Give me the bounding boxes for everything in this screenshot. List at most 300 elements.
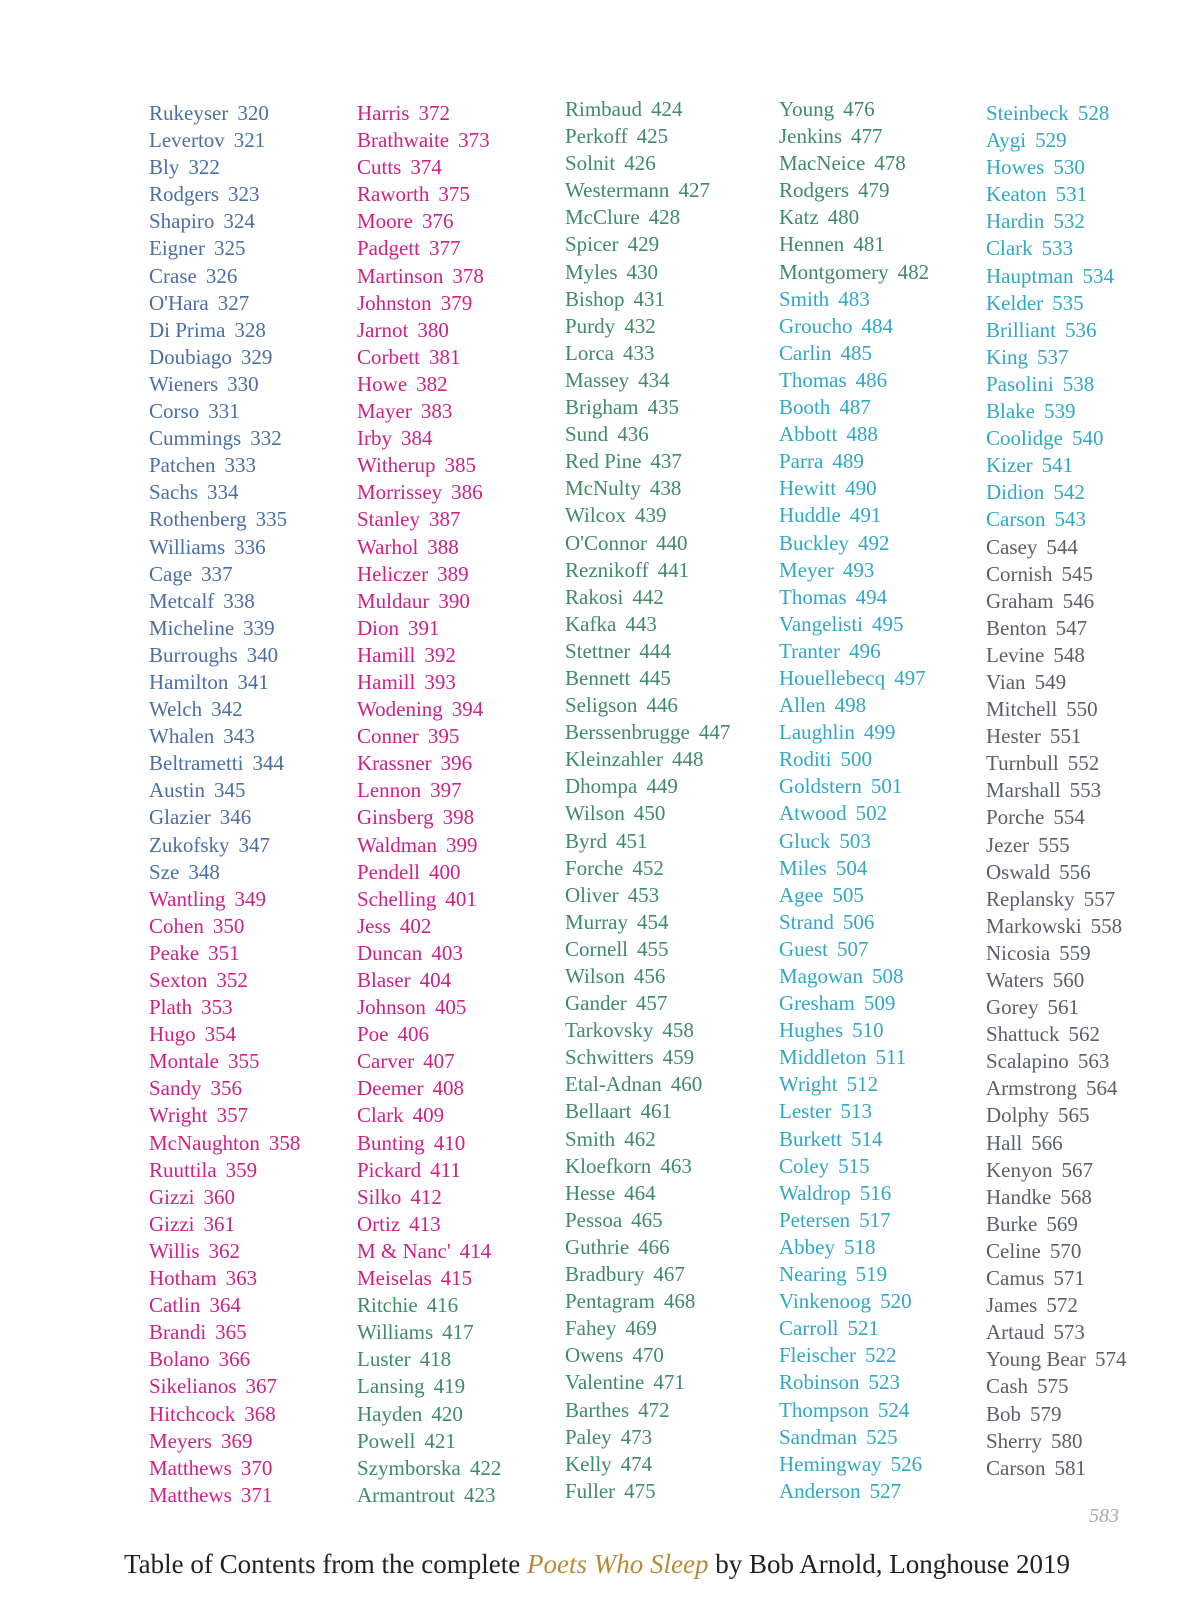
entry-page-number: 554 (1053, 805, 1085, 830)
toc-entry (357, 1238, 501, 1265)
entry-page-number: 462 (624, 1126, 656, 1151)
toc-entry (149, 723, 300, 750)
toc-entry (149, 669, 300, 696)
entry-name: Armantrout (357, 1482, 455, 1507)
entry-page-number: 475 (624, 1478, 656, 1503)
entry-name: Whalen (149, 724, 215, 749)
entry-name: Morrissey (357, 480, 443, 505)
toc-entry (565, 1451, 730, 1478)
entry-page-number: 395 (427, 724, 460, 749)
entry-name: Owens (565, 1343, 624, 1368)
entry-name: Peake (149, 940, 200, 965)
entry-name: Houellebecq (779, 665, 886, 690)
toc-entry (779, 177, 929, 204)
entry-page-number: 375 (438, 182, 470, 207)
entry-page-number: 351 (208, 940, 240, 965)
entry-name: Brandi (149, 1320, 207, 1345)
entry-page-number: 505 (832, 882, 864, 907)
toc-entry (357, 723, 501, 750)
entry-name: Kelder (986, 290, 1044, 315)
toc-entry (149, 290, 300, 317)
entry-name: Sikelianos (149, 1374, 237, 1399)
entry-page-number: 338 (223, 588, 255, 613)
entry-page-number: 402 (399, 913, 432, 938)
entry-name: Middleton (779, 1045, 867, 1070)
entry-name: Hardin (986, 209, 1045, 234)
toc-column-5 (986, 100, 1126, 1482)
entry-page-number: 341 (237, 669, 269, 694)
entry-page-number: 459 (662, 1045, 695, 1070)
entry-page-number: 377 (429, 236, 461, 261)
entry-page-number: 424 (651, 97, 683, 121)
entry-page-number: 423 (463, 1482, 496, 1507)
entry-name: Cohen (149, 913, 204, 938)
entry-page-number: 384 (401, 426, 433, 451)
entry-page-number: 532 (1053, 209, 1085, 234)
entry-name: Parra (779, 449, 824, 474)
entry-page-number: 446 (646, 693, 678, 718)
entry-name: Pentagram (565, 1289, 655, 1314)
entry-name: Cornell (565, 936, 628, 961)
entry-name: Vian (986, 669, 1026, 694)
entry-name: Spicer (565, 232, 619, 257)
entry-page-number: 507 (837, 936, 869, 961)
toc-entry (779, 421, 929, 448)
toc-entry (986, 1401, 1126, 1428)
toc-entry (779, 259, 929, 286)
entry-page-number: 344 (252, 751, 284, 776)
entry-page-number: 398 (442, 805, 475, 830)
toc-entry (986, 886, 1126, 913)
toc-entry (149, 1346, 300, 1373)
entry-page-number: 470 (632, 1343, 664, 1368)
entry-page-number: 514 (851, 1126, 883, 1151)
entry-page-number: 432 (624, 313, 656, 338)
entry-page-number: 482 (897, 259, 930, 284)
toc-entry (779, 584, 929, 611)
toc-entry (565, 448, 730, 475)
toc-entry (779, 1044, 929, 1071)
toc-entry (986, 1157, 1126, 1184)
toc-entry (357, 425, 501, 452)
entry-name: Deemer (357, 1076, 424, 1101)
toc-entry (565, 123, 730, 150)
entry-page-number: 560 (1052, 968, 1085, 992)
toc-entry (357, 777, 501, 804)
toc-entry (986, 1265, 1126, 1292)
entry-page-number: 464 (624, 1180, 656, 1205)
entry-name: Benton (986, 615, 1047, 640)
entry-name: Lennon (357, 778, 422, 803)
entry-page-number: 409 (412, 1103, 445, 1128)
entry-name: Wilson (565, 964, 625, 988)
entry-name: Ortiz (357, 1211, 401, 1236)
entry-name: Silko (357, 1184, 402, 1209)
entry-page-number: 512 (846, 1072, 879, 1097)
entry-name: Corso (149, 399, 200, 424)
toc-entry (149, 940, 300, 967)
entry-name: Rakosi (565, 584, 624, 609)
entry-page-number: 443 (625, 611, 657, 636)
entry-name: Hamilton (149, 669, 229, 694)
entry-name: Smith (565, 1126, 616, 1151)
toc-entry (779, 665, 929, 692)
entry-name: Sund (565, 422, 609, 447)
toc-entry (779, 1180, 929, 1207)
toc-entry (986, 344, 1126, 371)
entry-page-number: 519 (855, 1262, 888, 1287)
entry-page-number: 456 (633, 964, 666, 988)
entry-page-number: 327 (217, 290, 250, 315)
entry-page-number: 355 (227, 1049, 260, 1074)
entry-page-number: 465 (631, 1207, 663, 1232)
entry-page-number: 323 (228, 182, 260, 207)
entry-name: Marshall (986, 778, 1061, 803)
entry-name: Kleinzahler (565, 747, 663, 772)
toc-entry (986, 425, 1126, 452)
entry-name: Johnson (357, 995, 426, 1020)
toc-entry (357, 1346, 501, 1373)
entry-name: Reznikoff (565, 557, 649, 582)
entry-name: Mayer (357, 399, 412, 424)
toc-entry (986, 723, 1126, 750)
toc-entry (986, 1292, 1126, 1319)
entry-name: Pessoa (565, 1207, 623, 1232)
entry-page-number: 410 (433, 1130, 466, 1155)
toc-entry (565, 1397, 730, 1424)
entry-name: James (986, 1293, 1038, 1318)
entry-name: Miles (779, 855, 827, 880)
entry-name: Thompson (779, 1397, 869, 1422)
toc-entry (149, 1428, 300, 1455)
entry-page-number: 548 (1053, 642, 1085, 667)
entry-page-number: 496 (849, 638, 881, 663)
entry-page-number: 485 (840, 340, 872, 365)
entry-name: Gander (565, 991, 627, 1016)
entry-page-number: 343 (223, 724, 255, 749)
entry-name: Anderson (779, 1478, 861, 1503)
toc-entry (565, 1071, 730, 1098)
entry-name: Rothenberg (149, 507, 247, 532)
toc-entry (357, 1319, 501, 1346)
toc-entry (149, 1102, 300, 1129)
toc-entry (779, 340, 929, 367)
entry-page-number: 376 (422, 209, 454, 234)
entry-name: Martinson (357, 263, 444, 288)
entry-name: Young (779, 97, 835, 121)
entry-name: Lansing (357, 1374, 425, 1399)
entry-name: Sherry (986, 1428, 1042, 1453)
toc-entry (565, 800, 730, 827)
entry-page-number: 471 (653, 1370, 685, 1395)
toc-entry (779, 394, 929, 421)
entry-page-number: 457 (635, 991, 668, 1016)
entry-name: Hamill (357, 669, 416, 694)
toc-entry (986, 561, 1126, 588)
entry-name: Nicosia (986, 940, 1051, 965)
entry-page-number: 408 (432, 1076, 464, 1101)
entry-page-number: 426 (624, 151, 656, 176)
caption (124, 1549, 1070, 1580)
toc-entry (565, 96, 730, 123)
toc-entry (149, 263, 300, 290)
toc-entry (565, 990, 730, 1017)
toc-entry (779, 1397, 929, 1424)
entry-name: Wodening (357, 697, 443, 722)
toc-entry (986, 994, 1126, 1021)
entry-name: Heliczer (357, 561, 429, 586)
entry-page-number: 362 (208, 1238, 240, 1263)
entry-name: Hughes (779, 1018, 844, 1043)
entry-name: Hotham (149, 1266, 217, 1291)
toc-entry (149, 1265, 300, 1292)
entry-name: McClure (565, 205, 640, 230)
toc-entry (357, 1373, 501, 1400)
entry-page-number: 537 (1037, 344, 1069, 369)
toc-entry (357, 1102, 501, 1129)
toc-entry (357, 561, 501, 588)
entry-name: Kafka (565, 611, 617, 636)
entry-name: Laughlin (779, 720, 855, 745)
toc-entry (565, 882, 730, 909)
entry-name: Hugo (149, 1022, 196, 1047)
entry-page-number: 368 (244, 1401, 276, 1426)
entry-page-number: 406 (397, 1022, 429, 1047)
entry-page-number: 553 (1069, 778, 1102, 803)
entry-page-number: 481 (853, 232, 885, 257)
toc-entry (986, 534, 1126, 561)
toc-entry (149, 181, 300, 208)
entry-name: Waldman (357, 832, 437, 857)
entry-name: Burroughs (149, 642, 238, 667)
entry-page-number: 563 (1077, 1049, 1110, 1074)
entry-page-number: 321 (233, 128, 266, 153)
toc-entry (779, 475, 929, 502)
entry-name: Luster (357, 1347, 411, 1372)
toc-entry (565, 150, 730, 177)
entry-page-number: 418 (419, 1347, 452, 1372)
toc-entry (986, 859, 1126, 886)
toc-entry (565, 475, 730, 502)
entry-name: Williams (149, 534, 226, 559)
entry-name: Hemingway (779, 1451, 882, 1476)
entry-name: Wilson (565, 801, 625, 826)
toc-entry (986, 479, 1126, 506)
entry-name: Gizzi (149, 1211, 195, 1236)
entry-name: Westermann (565, 178, 670, 203)
toc-entry (565, 367, 730, 394)
entry-name: Moore (357, 209, 413, 234)
toc-entry (357, 832, 501, 859)
entry-page-number: 500 (840, 747, 873, 772)
entry-page-number: 383 (420, 399, 453, 424)
entry-page-number: 522 (864, 1343, 897, 1368)
entry-page-number: 541 (1041, 453, 1074, 478)
entry-page-number: 363 (225, 1266, 258, 1291)
entry-page-number: 494 (855, 584, 888, 609)
entry-name: Steinbeck (986, 101, 1069, 125)
toc-entry (779, 746, 929, 773)
entry-page-number: 520 (880, 1289, 912, 1314)
toc-entry (986, 940, 1126, 967)
entry-page-number: 442 (632, 584, 664, 609)
entry-name: Gluck (779, 828, 831, 853)
entry-page-number: 540 (1072, 426, 1104, 451)
entry-name: Ruuttila (149, 1157, 217, 1182)
page-number: 583 (1089, 1505, 1119, 1527)
toc-entry (565, 204, 730, 231)
entry-page-number: 546 (1062, 588, 1095, 613)
toc-entry (565, 773, 730, 800)
entry-name: Myles (565, 259, 618, 284)
entry-name: Hitchcock (149, 1401, 236, 1426)
toc-entry (565, 746, 730, 773)
toc-entry (779, 123, 929, 150)
entry-name: Cage (149, 561, 193, 586)
toc-entry (986, 1346, 1126, 1373)
entry-page-number: 526 (890, 1451, 923, 1476)
entry-page-number: 469 (625, 1316, 657, 1341)
entry-page-number: 545 (1061, 561, 1094, 586)
toc-entry (779, 1342, 929, 1369)
entry-name: Vinkenoog (779, 1289, 872, 1314)
entry-page-number: 547 (1055, 615, 1088, 640)
entry-page-number: 412 (410, 1184, 442, 1209)
entry-name: Shattuck (986, 1022, 1060, 1047)
entry-name: Fleischer (779, 1343, 856, 1368)
toc-entry (357, 1021, 501, 1048)
entry-name: Montgomery (779, 259, 889, 284)
toc-entry (149, 859, 300, 886)
entry-name: Armstrong (986, 1076, 1077, 1101)
toc-entry (565, 1261, 730, 1288)
toc-entry (565, 1478, 730, 1505)
entry-page-number: 463 (660, 1153, 692, 1178)
entry-name: Hall (986, 1130, 1023, 1155)
entry-page-number: 420 (431, 1401, 463, 1426)
entry-name: Abbott (779, 422, 838, 447)
entry-name: King (986, 344, 1028, 369)
entry-page-number: 392 (424, 642, 456, 667)
toc-entry (149, 696, 300, 723)
toc-entry (149, 832, 300, 859)
toc-entry (357, 1157, 501, 1184)
entry-name: Witherup (357, 453, 436, 478)
entry-page-number: 389 (437, 561, 469, 586)
entry-name: Hesse (565, 1180, 616, 1205)
toc-entry (565, 1234, 730, 1261)
entry-page-number: 428 (648, 205, 681, 230)
entry-name: Dhompa (565, 774, 638, 799)
toc-entry (986, 290, 1126, 317)
entry-name: Di Prima (149, 317, 226, 342)
toc-entry (357, 1455, 501, 1482)
toc-entry (357, 317, 501, 344)
entry-page-number: 372 (418, 101, 450, 125)
entry-page-number: 335 (255, 507, 288, 532)
entry-name: Guest (779, 936, 828, 961)
entry-name: Wright (149, 1103, 208, 1128)
toc-entry (149, 425, 300, 452)
entry-page-number: 533 (1041, 236, 1074, 261)
entry-name: Conner (357, 724, 419, 749)
toc-entry (779, 1261, 929, 1288)
toc-entry (779, 828, 929, 855)
entry-page-number: 353 (201, 995, 233, 1020)
entry-name: Austin (149, 778, 206, 803)
entry-page-number: 448 (671, 747, 704, 772)
entry-name: Jezer (986, 832, 1030, 857)
entry-name: Blaser (357, 968, 411, 992)
entry-page-number: 502 (855, 801, 888, 826)
toc-entry (779, 231, 929, 258)
entry-page-number: 493 (842, 557, 875, 582)
toc-entry (779, 530, 929, 557)
entry-page-number: 487 (839, 395, 871, 420)
entry-page-number: 570 (1049, 1238, 1082, 1263)
entry-name: Perkoff (565, 124, 628, 149)
entry-name: Gresham (779, 991, 855, 1016)
toc-entry (986, 1075, 1126, 1102)
entry-name: Bunting (357, 1130, 425, 1155)
toc-entry (357, 696, 501, 723)
entry-name: Matthews (149, 1455, 232, 1480)
entry-page-number: 358 (268, 1130, 301, 1155)
entry-page-number: 387 (429, 507, 461, 532)
entry-name: Bob (986, 1401, 1022, 1426)
entry-page-number: 538 (1062, 371, 1095, 396)
toc-entry (149, 479, 300, 506)
entry-page-number: 429 (627, 232, 660, 257)
toc-entry (986, 127, 1126, 154)
toc-entry (357, 750, 501, 777)
entry-name: Brilliant (986, 317, 1056, 342)
toc-entry (779, 557, 929, 584)
entry-page-number: 450 (633, 801, 666, 826)
entry-name: Booth (779, 395, 831, 420)
entry-page-number: 361 (203, 1211, 235, 1236)
entry-name: Lester (779, 1099, 832, 1124)
entry-page-number: 501 (870, 774, 903, 799)
entry-name: Bennett (565, 665, 631, 690)
toc-entry (149, 750, 300, 777)
toc-entry (565, 340, 730, 367)
toc-entry (565, 909, 730, 936)
toc-entry (149, 777, 300, 804)
toc-entry (149, 506, 300, 533)
entry-name: Schwitters (565, 1045, 654, 1070)
entry-name: McNaughton (149, 1130, 260, 1155)
entry-page-number: 445 (639, 665, 671, 690)
toc-entry (149, 615, 300, 642)
entry-name: Stanley (357, 507, 420, 532)
toc-entry (986, 1319, 1126, 1346)
entry-page-number: 417 (442, 1320, 474, 1345)
entry-page-number: 373 (458, 128, 490, 153)
entry-page-number: 571 (1053, 1266, 1085, 1291)
toc-entry (357, 588, 501, 615)
entry-page-number: 385 (444, 453, 476, 478)
toc-entry (986, 804, 1126, 831)
toc-entry (565, 638, 730, 665)
toc-entry (565, 584, 730, 611)
entry-name: Replansky (986, 886, 1075, 911)
entry-page-number: 364 (209, 1293, 241, 1318)
entry-name: Jenkins (779, 124, 842, 149)
entry-name: Fahey (565, 1316, 617, 1341)
entry-page-number: 386 (451, 480, 483, 505)
entry-page-number: 390 (438, 588, 470, 613)
